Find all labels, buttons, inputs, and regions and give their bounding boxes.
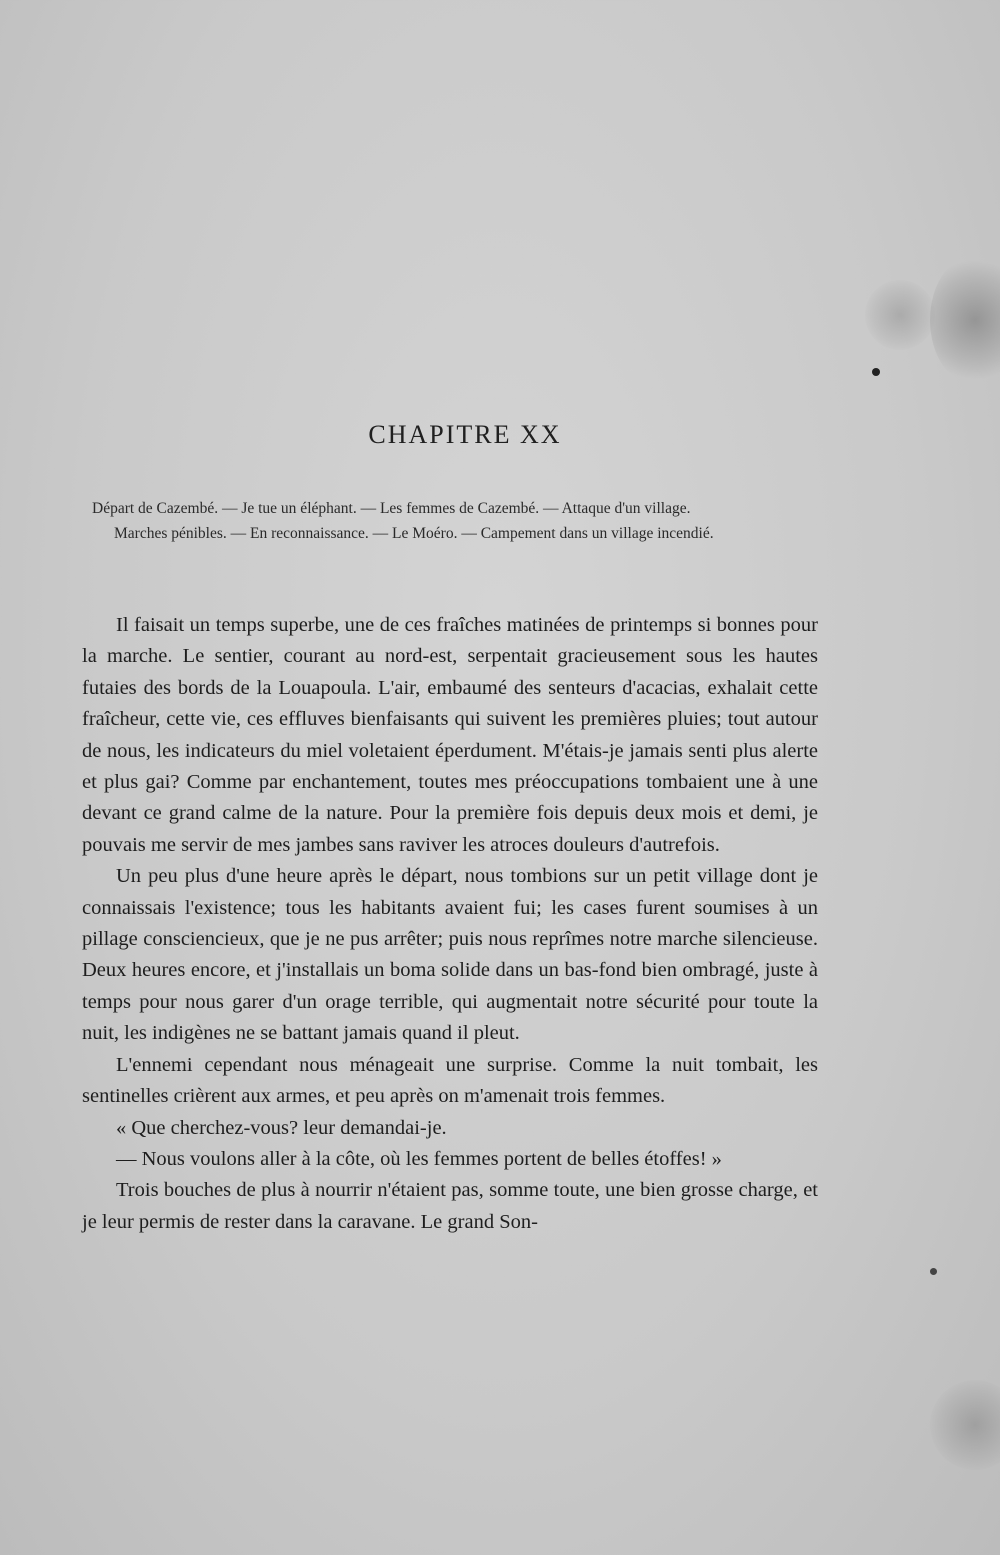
dialogue-paragraph: « Que cherchez-vous? leur demandai-je. xyxy=(116,1116,447,1139)
dialogue-paragraph: — Nous voulons aller à la côte, où les femmes portent de belles étoffes! » xyxy=(116,1147,722,1170)
ink-stain xyxy=(930,1380,1000,1470)
paragraph: Trois bouches de plus à nourrir n'étaient pas, somme toute, une bien grosse charge, et je leur permis de rester dans la caravane. Le grand Son- xyxy=(82,1179,818,1233)
paragraph: Il faisait un temps superbe, une de ces fraîches matinées de printemps si bonnes pour la marche. Le sentier, courant au nord-est, serpentait gracieusement sous les hautes futaies des bords de la Louapoula. L'air, embaumé des senteurs d'acacias, exhalait cette fraîcheur, cette vie, ces effluves bienfaisants qui suivent les premières pluies; tout autour de nous, les indicateurs du miel voletaient éperdument. M'étais-je jamais senti plus alerte et plus gai? Comme par enchantement, toutes mes préoccupations tombaient une à une devant ce grand calme de la nature. Pour la première fois depuis deux mois et demi, je pouvais me servir de mes jambes sans raviver les atroces douleurs d'autrefois. xyxy=(82,614,818,856)
chapter-body xyxy=(82,610,818,1238)
ink-dot xyxy=(930,1268,937,1275)
ink-stain xyxy=(865,280,935,350)
chapter-summary xyxy=(92,496,832,546)
paragraph: L'ennemi cependant nous ménageait une surprise. Comme la nuit tombait, les sentinelles crièrent aux armes, et peu après on m'amenait trois femmes. xyxy=(82,1053,818,1108)
chapter-summary-line: Départ de Cazembé. — Je tue un éléphant. — Les femmes de Cazembé. — Attaque d'un village. xyxy=(92,500,691,517)
chapter-title: CHAPITRE XX xyxy=(368,420,562,449)
ink-dot xyxy=(872,368,880,376)
chapter-summary-line: Marches pénibles. — En reconnaissance. — Le Moéro. — Campement dans un village incendié. xyxy=(114,525,714,542)
ink-stain xyxy=(930,255,1000,385)
paragraph: Un peu plus d'une heure après le départ, nous tombions sur un petit village dont je connaissais l'existence; tous les habitants avaient fui; les cases furent soumises à un pillage consciencieux, que je ne pus arrêter; puis nous reprîmes notre marche silencieuse. Deux heures encore, et j'installais un boma solide dans un bas-fond bien ombragé, juste à temps pour nous garer d'un orage terrible, qui augmentait notre sécurité pour toute la nuit, les indigènes ne se battant jamais quand il pleut. xyxy=(82,865,818,1045)
